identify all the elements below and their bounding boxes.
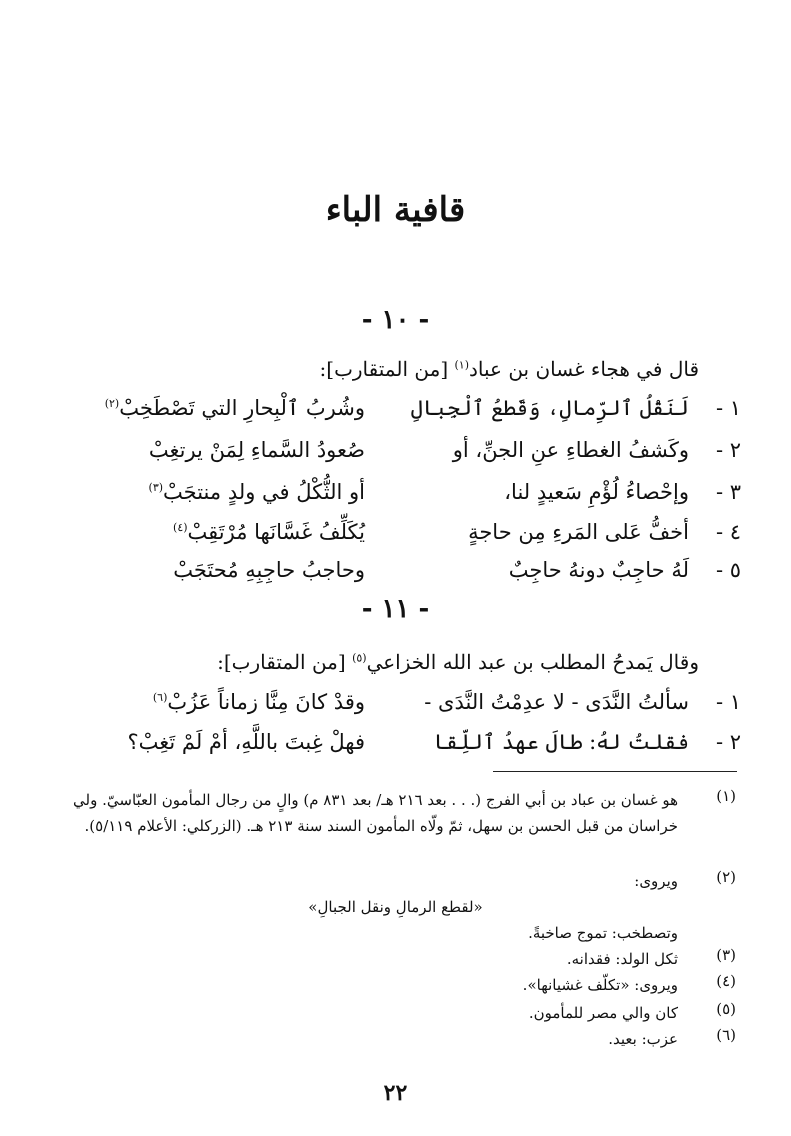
footnote-number: (٦) <box>716 1026 736 1044</box>
footnote-text: كان والي مصر للمأمون. <box>528 1004 678 1022</box>
verse-number: ٥ - <box>715 558 741 582</box>
footnote-divider <box>493 771 737 772</box>
verse-second-hemistich <box>49 690 365 714</box>
verse-line <box>51 480 741 514</box>
footnote-ref: (٥) <box>352 651 367 665</box>
footnote <box>56 972 736 998</box>
verse-line <box>51 558 741 592</box>
footnote <box>56 1026 736 1052</box>
verse-line <box>51 396 741 430</box>
footnote-number: (١) <box>716 787 736 805</box>
poem-intro <box>217 650 699 674</box>
verse-line <box>51 438 741 472</box>
verse-number: ٢ - <box>715 438 741 462</box>
poem-number: - ١١ - <box>361 594 430 624</box>
hemistich-text: صُعودُ السَّماءِ لِمَنْ يرتغِبْ <box>148 438 365 462</box>
page-number: ٢٢ <box>383 1080 408 1106</box>
verse-number: ١ - <box>715 396 741 420</box>
verse-number: ٤ - <box>715 520 741 544</box>
verse-line <box>51 520 741 554</box>
verse-first-hemistich: أخفُّ عَلى المَرءِ مِن حاجةٍ <box>468 520 689 544</box>
hemistich-text: وقدْ كانَ مِنَّا زماناً عَزُبْ <box>167 690 365 714</box>
intro-text: قال في هجاء غسان بن عباد <box>469 357 699 381</box>
poem-number: - ١٠ - <box>361 305 430 335</box>
footnote-text: ويروى: «تكلّف غشيانها». <box>522 976 678 994</box>
footnote-text: هو غسان بن عباد بن أبي الفرج (. . . بعد ٢١٦ هـ/ بعد ٨٣١ م) والٍ من رجال المأمون العبّاسيّ. ولي خراسان من قبل الحسن بن سهل، ثمّ ولّاه المأمون السند سنة ٢١٣ هـ. (الزركلي: الأعلام ٥/١١٩). <box>73 791 678 835</box>
verse-first-hemistich: وإحْصاءُ لُؤْمِ سَعيدٍ لنا، <box>504 480 689 504</box>
verse-first-hemistich: لَهُ حاجِبٌ دونهُ حاجِبٌ <box>508 558 689 582</box>
verse-second-hemistich <box>49 480 365 504</box>
verse-line <box>51 690 741 724</box>
intro-text: وقال يَمدحُ المطلب بن عبد الله الخزاعي <box>366 650 699 674</box>
footnote-ref: (٣) <box>148 481 164 494</box>
footnote-continuation: وتصطخب: تموج صاخبةً. <box>528 924 678 942</box>
footnote <box>56 787 736 839</box>
verse-first-hemistich: سألتُ النَّدَى - لا عدِمْتُ النَّدَى - <box>424 690 689 714</box>
verse-first-hemistich: وكَشفُ الغطاءِ عنِ الجنِّ، أو <box>452 438 689 462</box>
footnote-number: (٥) <box>716 1000 736 1018</box>
hemistich-text: يُكَلِّفُ غَسَّانَها مُرْتَقِبْ <box>187 520 365 544</box>
footnote-quote: «لقطع الرمالِ ونقل الجبالِ» <box>308 898 483 916</box>
verse-second-hemistich <box>49 396 365 420</box>
verse-first-hemistich: لَنَقْلُ ٱلرِّمالِ، وَقَطعُ ٱلْجِبالِ <box>410 396 689 420</box>
intro-meter: [من المتقارب]: <box>217 650 353 674</box>
footnote-ref: (٦) <box>152 691 168 704</box>
chapter-title: قافية الباء <box>325 190 466 230</box>
footnote-ref: (١) <box>454 358 469 372</box>
footnote <box>56 1000 736 1026</box>
footnote-text: عزب: بعيد. <box>608 1030 678 1048</box>
footnote-number: (٤) <box>716 972 736 990</box>
verse-first-hemistich: فقلتُ لهُ: طالَ عهدُ ٱللِّقا <box>433 730 689 754</box>
verse-number: ١ - <box>715 690 741 714</box>
footnote <box>56 868 736 894</box>
footnote-ref: (٤) <box>173 521 188 534</box>
hemistich-text: وشُربُ ٱلْبِحارِ التي تَصْطَخِبْ <box>119 396 365 420</box>
poem-intro <box>320 357 699 381</box>
footnote-text: ثكل الولد: فقدانه. <box>566 950 678 968</box>
verse-line <box>51 730 741 764</box>
footnote-ref: (٢) <box>104 397 120 410</box>
verse-number: ٢ - <box>715 730 741 754</box>
footnote-number: (٢) <box>716 868 736 886</box>
intro-meter: [من المتقارب]: <box>319 357 455 381</box>
hemistich-text: أو الثُّكْلُ في ولدٍ منتجَبْ <box>163 480 365 504</box>
verse-second-hemistich <box>49 438 365 462</box>
footnote-text: ويروى: <box>634 872 678 890</box>
verse-number: ٣ - <box>715 480 741 504</box>
hemistich-text: فهلْ غِبتَ باللَّهِ، أمْ لَمْ تَغِبْ؟ <box>127 730 365 754</box>
verse-second-hemistich <box>49 730 365 754</box>
verse-second-hemistich <box>49 520 365 544</box>
hemistich-text: وحاجبُ حاجِبِهِ مُحتَجَبْ <box>173 558 365 582</box>
footnote <box>56 946 736 972</box>
verse-second-hemistich <box>49 558 365 582</box>
footnote-number: (٣) <box>716 946 736 964</box>
